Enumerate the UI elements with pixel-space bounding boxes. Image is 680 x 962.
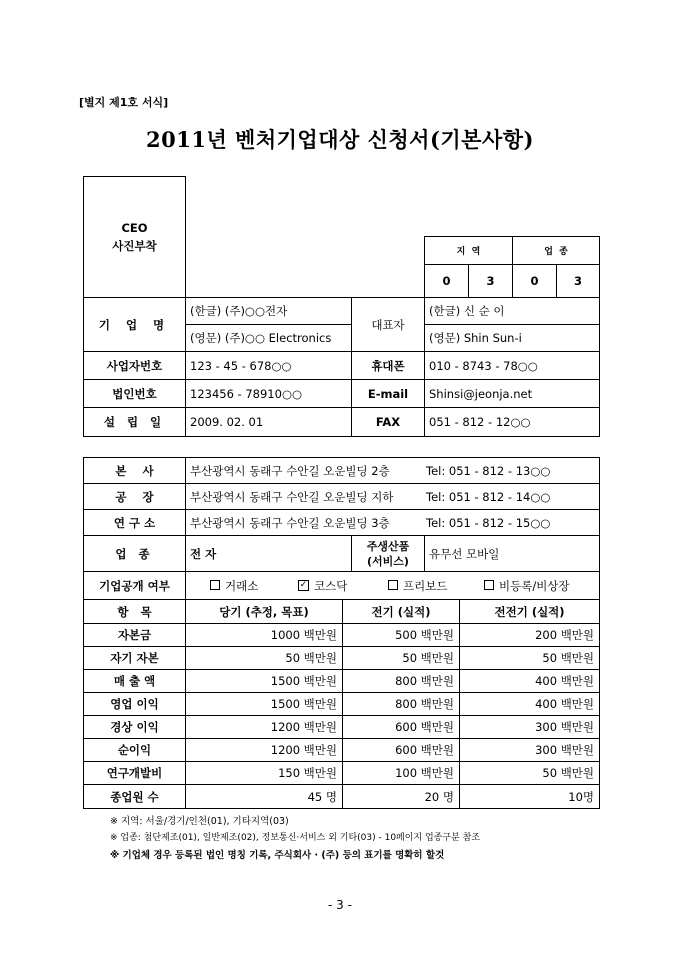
option-kosdaq[interactable]	[298, 578, 388, 594]
finance-cell: 300 백만원	[460, 716, 600, 739]
finance-header-current: 당기 (추정, 목표)	[186, 600, 343, 624]
finance-cell: 800 백만원	[343, 693, 460, 716]
site-address	[186, 458, 600, 484]
table-row	[84, 624, 600, 647]
main-product-label-2: (서비스)	[367, 554, 409, 568]
biz-number-label: 사업자번호	[84, 352, 186, 380]
representative-en: (영문) Shin Sun-i	[425, 325, 600, 352]
finance-row-label: 종업원 수	[84, 785, 186, 809]
checked-checkbox-icon: ✓	[299, 579, 308, 590]
finance-cell: 400 백만원	[460, 693, 600, 716]
option-label: 프리보드	[403, 578, 448, 593]
finance-cell: 50 백만원	[460, 647, 600, 670]
option-label: 거래소	[225, 578, 259, 593]
region-digit-2: 3	[469, 265, 513, 298]
finance-cell: 500 백만원	[343, 624, 460, 647]
site-address	[186, 484, 600, 510]
disclosure-label: 기업공개 여부	[84, 572, 186, 600]
photo-label-1: CEO	[121, 221, 148, 235]
table-row	[84, 647, 600, 670]
document-title: 2011년 벤처기업대상 신청서(기본사항)	[146, 127, 534, 152]
finance-cell: 1200 백만원	[186, 739, 343, 762]
finance-row-label: 매 출 액	[84, 670, 186, 693]
table-row	[84, 693, 600, 716]
checkbox-icon	[210, 580, 220, 590]
finance-cell: 800 백만원	[343, 670, 460, 693]
site-label: 본 사	[84, 458, 186, 484]
notes	[110, 813, 480, 864]
site-label: 공 장	[84, 484, 186, 510]
table-row	[84, 670, 600, 693]
disclosure-options	[186, 572, 600, 600]
note-region: ※ 지역: 서울/경기/인천(01), 기타지역(03)	[110, 816, 289, 827]
corp-number: 123456 - 78910○○	[186, 380, 352, 408]
site-label: 연 구 소	[84, 510, 186, 536]
finance-cell: 50 백만원	[343, 647, 460, 670]
fax-label: FAX	[352, 408, 425, 437]
note-company-name: ※ 기업체 경우 등록된 법인 명칭 기록, 주식회사 · (주) 등의 표기를 명확히 할것	[110, 850, 445, 861]
biz-number: 123 - 45 - 678○○	[186, 352, 352, 380]
finance-cell: 1500 백만원	[186, 693, 343, 716]
form-label: [별지 제1호 서식]	[79, 96, 169, 109]
site-row	[84, 484, 600, 510]
table-row	[84, 739, 600, 762]
finance-cell: 400 백만원	[460, 670, 600, 693]
page-number: - 3 -	[328, 898, 352, 912]
finance-cell: 1000 백만원	[186, 624, 343, 647]
representative-label: 대표자	[352, 298, 425, 352]
mobile-label: 휴대폰	[352, 352, 425, 380]
finance-row-label: 영업 이익	[84, 693, 186, 716]
option-exchange[interactable]	[210, 578, 298, 594]
finance-cell: 600 백만원	[343, 739, 460, 762]
finance-cell: 100 백만원	[343, 762, 460, 785]
finance-row-label: 연구개발비	[84, 762, 186, 785]
site-address-text: 부산광역시 동래구 수안길 오운빌딩 2층	[190, 463, 390, 478]
finance-cell: 1500 백만원	[186, 670, 343, 693]
finance-cell: 45 명	[186, 785, 343, 809]
table-row	[84, 762, 600, 785]
company-name-kr: (한글) (주)○○전자	[186, 298, 352, 325]
option-freeboard[interactable]	[388, 578, 484, 594]
region-digit-1: 0	[425, 265, 469, 298]
finance-cell: 600 백만원	[343, 716, 460, 739]
finance-row-label: 순이익	[84, 739, 186, 762]
mobile: 010 - 8743 - 78○○	[425, 352, 600, 380]
founded-date: 2009. 02. 01	[186, 408, 352, 437]
photo-box	[84, 177, 186, 298]
founded-label: 설 립 일	[84, 408, 186, 437]
finance-cell: 50 백만원	[186, 647, 343, 670]
corp-number-label: 법인번호	[84, 380, 186, 408]
site-tel: Tel: 051 - 812 - 13○○	[426, 463, 551, 478]
industry-digit-2: 3	[557, 265, 600, 298]
industry-label: 업 종	[84, 536, 186, 572]
site-tel: Tel: 051 - 812 - 14○○	[426, 489, 551, 504]
company-info-table	[83, 176, 600, 437]
finance-cell: 200 백만원	[460, 624, 600, 647]
company-name-en: (영문) (주)○○ Electronics	[186, 325, 352, 352]
industry-value: 전 자	[186, 536, 352, 572]
details-table	[83, 457, 600, 809]
finance-cell: 300 백만원	[460, 739, 600, 762]
finance-row-label: 자본금	[84, 624, 186, 647]
table-row	[84, 716, 600, 739]
finance-cell: 1200 백만원	[186, 716, 343, 739]
checkbox-icon	[484, 580, 494, 590]
representative-kr: (한글) 신 순 이	[425, 298, 600, 325]
finance-header-item: 항 목	[84, 600, 186, 624]
checkbox-icon	[388, 580, 398, 590]
table-row	[84, 785, 600, 809]
email: Shinsi@jeonja.net	[425, 380, 600, 408]
finance-cell: 10명	[460, 785, 600, 809]
option-unlisted[interactable]	[484, 579, 570, 593]
site-address-text: 부산광역시 동래구 수안길 오운빌딩 3층	[190, 515, 390, 530]
note-industry: ※ 업종: 첨단제조(01), 일반제조(02), 정보통신·서비스 외 기타(03) - 10페이지 업종구분 참조	[110, 833, 481, 843]
industry-header: 업 종	[513, 237, 600, 265]
finance-cell: 150 백만원	[186, 762, 343, 785]
main-product-label-1: 주생산품	[366, 539, 410, 553]
region-header: 지 역	[425, 237, 513, 265]
industry-digit-1: 0	[513, 265, 557, 298]
finance-row-label: 경상 이익	[84, 716, 186, 739]
option-label: 비등록/비상장	[499, 578, 570, 593]
option-label: 코스닥	[314, 578, 348, 593]
email-label: E-mail	[352, 380, 425, 408]
finance-header-before-previous: 전전기 (실적)	[460, 600, 600, 624]
company-name-label: 기 업 명	[84, 298, 186, 352]
finance-header-previous: 전기 (실적)	[343, 600, 460, 624]
main-product: 유무선 모바일	[425, 536, 600, 572]
site-address	[186, 510, 600, 536]
main-product-label	[352, 536, 425, 572]
finance-row-label: 자기 자본	[84, 647, 186, 670]
photo-label-2: 사진부착	[112, 239, 157, 253]
site-row	[84, 458, 600, 484]
site-tel: Tel: 051 - 812 - 15○○	[426, 515, 551, 530]
site-row	[84, 510, 600, 536]
finance-cell: 50 백만원	[460, 762, 600, 785]
fax: 051 - 812 - 12○○	[425, 408, 600, 437]
site-address-text: 부산광역시 동래구 수안길 오운빌딩 지하	[190, 489, 394, 504]
finance-cell: 20 명	[343, 785, 460, 809]
